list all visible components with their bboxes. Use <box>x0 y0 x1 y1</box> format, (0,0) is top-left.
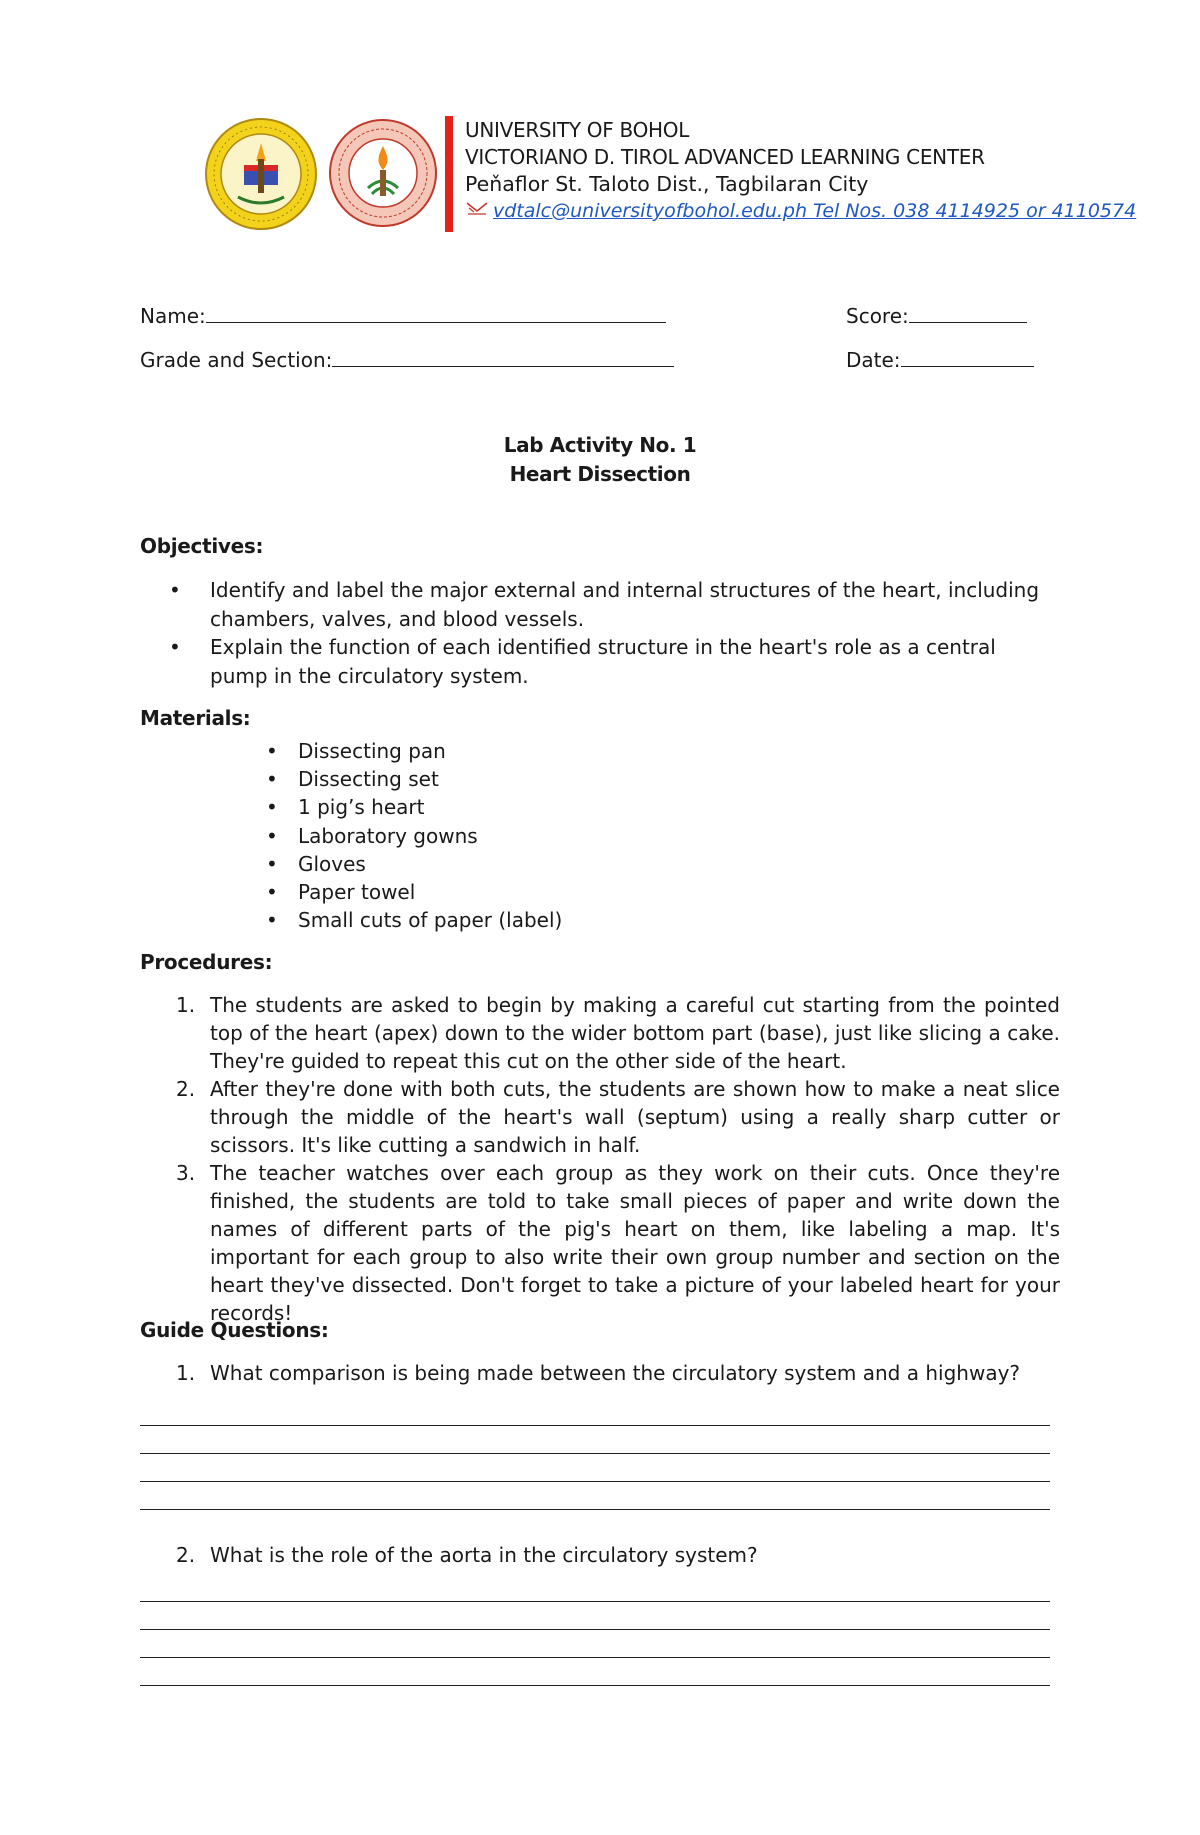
school-address: Peňaflor St. Taloto Dist., Tagbilaran City <box>465 172 869 196</box>
material-item: • Laboratory gowns <box>228 822 562 850</box>
objectives-heading: Objectives: <box>140 534 264 558</box>
step-number: 3. <box>176 1161 196 1185</box>
step-text: The teacher watches over each group as they work on their cuts. Once they're finished, the students are told to take small pieces of paper and write down the names of different parts of the pig's heart on them, like labeling a map. It's important for each group to also write their own group number and section on the heart they've dissected. Don't forget to take a picture of your labeled heart for your records! <box>210 1161 1060 1325</box>
center-name: VICTORIANO D. TIROL ADVANCED LEARNING CENTER <box>465 145 985 169</box>
question-text: What is the role of the aorta in the circulatory system? <box>210 1543 758 1567</box>
contact-line[interactable] <box>465 198 1136 225</box>
answer-line[interactable] <box>140 1601 1050 1602</box>
material-item: • 1 pig’s heart <box>228 793 562 821</box>
step-number: 2. <box>176 1077 196 1101</box>
material-item: • Dissecting pan <box>228 737 562 765</box>
email-icon <box>465 198 493 225</box>
procedure-step <box>140 1075 1060 1159</box>
activity-title: Heart Dissection <box>509 462 691 486</box>
answer-line[interactable] <box>140 1481 1050 1482</box>
material-item: • Gloves <box>228 850 562 878</box>
contact-text[interactable]: vdtalc@universityofbohol.edu.ph Tel Nos. 038 4114925 or 4110574 <box>493 200 1137 222</box>
answer-line[interactable] <box>140 1657 1050 1658</box>
name-label: Name: <box>140 304 206 328</box>
activity-number: Lab Activity No. 1 <box>503 433 697 457</box>
procedures-heading: Procedures: <box>140 950 273 974</box>
grade-section-label: Grade and Section: <box>140 348 333 372</box>
grade-section-field[interactable] <box>140 348 674 372</box>
date-field[interactable] <box>846 348 1034 372</box>
grade-section-blank[interactable] <box>332 348 674 367</box>
score-field[interactable] <box>846 304 1027 328</box>
answer-line[interactable] <box>140 1629 1050 1630</box>
school-header <box>465 117 1136 225</box>
material-item: • Small cuts of paper (label) <box>228 906 562 934</box>
question-number: 2. <box>176 1543 196 1567</box>
answer-line[interactable] <box>140 1509 1050 1510</box>
name-field[interactable] <box>140 304 666 328</box>
header-red-rule <box>445 116 453 232</box>
material-item: • Dissecting set <box>228 765 562 793</box>
procedure-step <box>140 991 1060 1075</box>
answer-line[interactable] <box>140 1453 1050 1454</box>
date-blank[interactable] <box>901 348 1034 367</box>
score-label: Score: <box>846 304 909 328</box>
question-number: 1. <box>176 1361 196 1385</box>
objective-item: • Identify and label the major external and internal structures of the heart, including chambers, valves, and blood vessels. <box>140 576 1040 633</box>
vdtalc-seal-logo <box>328 118 438 228</box>
procedures-list <box>140 991 1060 1327</box>
material-item: • Paper towel <box>228 878 562 906</box>
procedure-step <box>140 1159 1060 1327</box>
answer-line[interactable] <box>140 1425 1050 1426</box>
step-text: The students are asked to begin by making a careful cut starting from the pointed top of the heart (apex) down to the wider bottom part (base), just like slicing a cake. They're guided to repeat this cut on the other side of the heart. <box>210 993 1060 1073</box>
answer-line[interactable] <box>140 1685 1050 1686</box>
university-name: UNIVERSITY OF BOHOL <box>465 118 690 142</box>
name-blank[interactable] <box>206 304 666 323</box>
materials-heading: Materials: <box>140 706 251 730</box>
guide-questions-heading: Guide Questions: <box>140 1318 329 1342</box>
question-text: What comparison is being made between the circulatory system and a highway? <box>210 1361 1021 1385</box>
step-number: 1. <box>176 993 196 1017</box>
university-of-bohol-seal-logo <box>204 117 318 231</box>
date-label: Date: <box>846 348 901 372</box>
objectives-list <box>140 576 1040 690</box>
objective-item: • Explain the function of each identified structure in the heart's role as a central pump in the circulatory system. <box>140 633 1040 690</box>
step-text: After they're done with both cuts, the students are shown how to make a neat slice through the middle of the heart's wall (septum) using a really sharp cutter or scissors. It's like cutting a sandwich in half. <box>210 1077 1060 1157</box>
score-blank[interactable] <box>909 304 1027 323</box>
materials-list <box>228 737 562 934</box>
